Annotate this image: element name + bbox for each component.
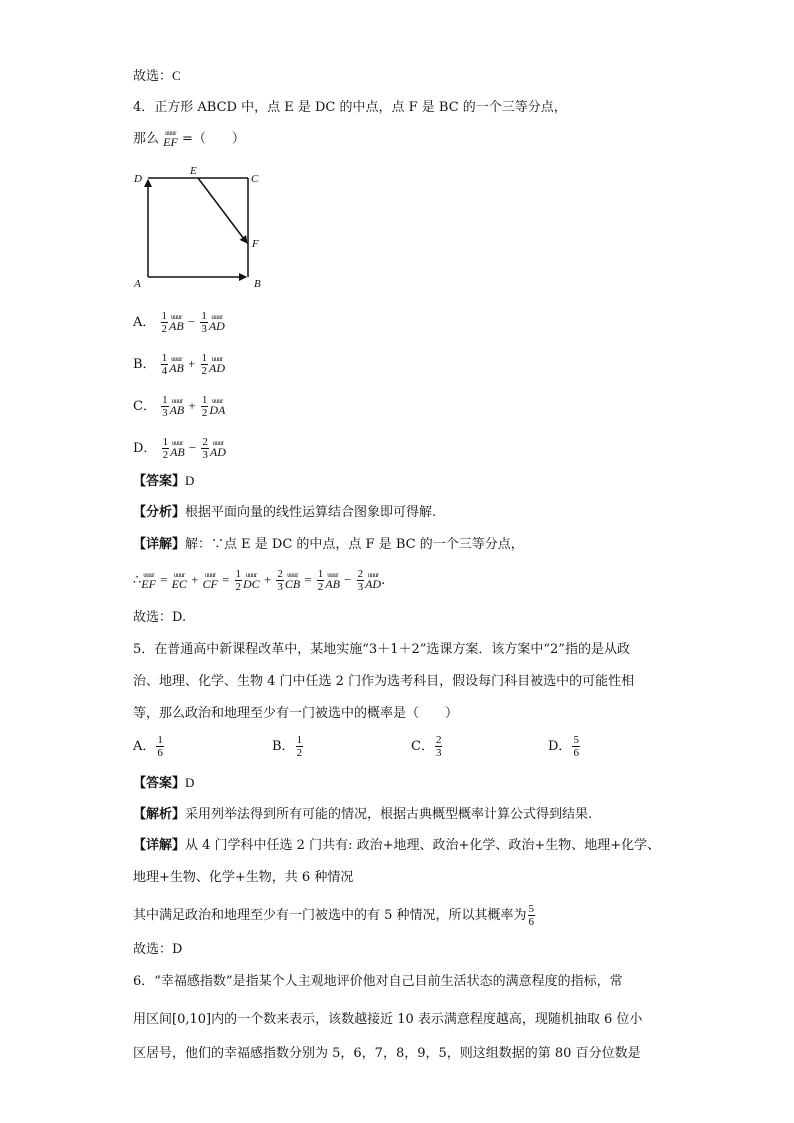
option-letter: B． bbox=[272, 739, 295, 754]
q4-square-figure bbox=[128, 162, 268, 292]
answer-value: D bbox=[185, 473, 195, 488]
fraction: $\frac{2}{3}$ bbox=[435, 734, 442, 759]
fraction: $\frac{5}{6}$ bbox=[573, 734, 579, 759]
detail-text: 从 4 门学科中任选 2 门共有: 政治+地理、政治+化学、政治+生物、地理+化学、 bbox=[185, 838, 661, 853]
therefore-symbol: ∴ bbox=[133, 573, 142, 588]
option-letter: C． bbox=[133, 399, 156, 414]
detail-tag: 【详解】 bbox=[133, 838, 186, 853]
vector-EF-arrow bbox=[198, 178, 247, 243]
operator: − bbox=[344, 572, 352, 587]
q4-equation bbox=[133, 568, 385, 593]
option-letter: D． bbox=[133, 441, 157, 456]
q4-option-a[interactable] bbox=[133, 310, 225, 335]
fraction: $\frac{1}{4}$ bbox=[161, 352, 168, 377]
conclusion-label: 故选： bbox=[133, 69, 173, 84]
q5-detail-line2: 地理+生物、化学+生物，共 6 种情况 bbox=[133, 870, 354, 885]
fraction: $\frac{1}{2}$ bbox=[162, 436, 169, 461]
stem-prefix: 那么 bbox=[133, 131, 160, 147]
vector: uuur AB bbox=[170, 438, 185, 459]
detail-text: 解：∵点 E 是 DC 的中点，点 F 是 BC 的一个三等分点， bbox=[185, 537, 524, 552]
conclusion-answer: C bbox=[172, 68, 181, 83]
q5-detail-line3 bbox=[133, 902, 536, 930]
q6-line2: 用区间[0,10]内的一个数来表示，该数越接近 10 表示满意程度越高，现随机抽取 6 位小 bbox=[133, 1012, 643, 1027]
equals: = bbox=[160, 572, 168, 587]
q4-detail bbox=[133, 537, 524, 553]
vector: uuur AB bbox=[325, 570, 340, 591]
q4-stem-line2 bbox=[133, 130, 245, 148]
fraction: $\frac{1}{2}$ bbox=[201, 394, 208, 419]
label-D: D bbox=[134, 173, 142, 185]
label-C: C bbox=[251, 173, 259, 185]
q5-option-d[interactable] bbox=[548, 734, 581, 759]
vector: uuur AB bbox=[169, 396, 185, 417]
vector: uuur EF bbox=[141, 570, 156, 591]
probability-fraction: $\frac{5}{6}$ bbox=[528, 903, 535, 928]
fraction: $\frac{1}{2}$ bbox=[235, 568, 242, 593]
q4-option-b[interactable] bbox=[133, 352, 225, 377]
operator: − bbox=[187, 314, 196, 329]
fraction: $\frac{1}{3}$ bbox=[162, 394, 168, 419]
fraction: $\frac{1}{3}$ bbox=[201, 310, 207, 335]
fraction: $\frac{1}{2}$ bbox=[161, 310, 168, 335]
q5-answer bbox=[133, 775, 194, 792]
answer-value: D bbox=[185, 775, 195, 790]
q6-line1: 6．“幸福感指数”是指某个人主观地评价他对自己目前生活状态的满意程度的指标，常 bbox=[133, 974, 623, 989]
vector: uuur DA bbox=[209, 396, 226, 417]
equals: = bbox=[304, 572, 312, 587]
label-B: B bbox=[254, 278, 261, 290]
operator: + bbox=[263, 572, 272, 587]
detail-text: 其中满足政治和地理至少有一门被选中的有 5 种情况，所以其概率为 bbox=[133, 908, 527, 923]
q4-stem-line1: 4．正方形 ABCD 中，点 E 是 DC 的中点，点 F 是 BC 的一个三等分点， bbox=[133, 100, 567, 115]
analysis-tag: 【解析】 bbox=[133, 807, 186, 822]
q4-analysis bbox=[133, 505, 436, 521]
q4-option-d[interactable] bbox=[133, 436, 226, 461]
fraction: $\frac{2}{3}$ bbox=[357, 568, 364, 593]
fraction: $\frac{1}{2}$ bbox=[296, 734, 303, 759]
answer-tag: 【答案】 bbox=[133, 776, 186, 791]
q5-option-c[interactable] bbox=[411, 734, 443, 759]
vector: uuur AD bbox=[209, 354, 225, 375]
q4-option-c[interactable] bbox=[133, 394, 225, 419]
fraction: $\frac{1}{2}$ bbox=[317, 568, 324, 593]
analysis-text: 根据平面向量的线性运算结合图象即可得解. bbox=[185, 505, 437, 520]
operator: − bbox=[188, 440, 197, 455]
fraction: $\frac{2}{3}$ bbox=[202, 436, 208, 461]
q4-conclusion: 故选：D. bbox=[133, 610, 187, 625]
analysis-tag: 【分析】 bbox=[133, 505, 186, 520]
fraction: $\frac{2}{3}$ bbox=[277, 568, 283, 593]
q6-line3: 区居号，他们的幸福感指数分别为 5，6，7，8，9，5，则这组数据的第 80 百分位数是 bbox=[133, 1046, 641, 1061]
q5-stem-line3: 等，那么政治和地理至少有一门被选中的概率是（ ） bbox=[133, 706, 459, 721]
q5-conclusion: 故选：D bbox=[133, 942, 183, 957]
fraction: $\frac{1}{2}$ bbox=[201, 352, 207, 377]
option-letter: A． bbox=[133, 739, 156, 754]
option-letter: D． bbox=[548, 739, 572, 754]
q5-option-b[interactable] bbox=[272, 734, 304, 759]
equals: = bbox=[222, 572, 230, 587]
detail-tag: 【详解】 bbox=[133, 537, 186, 552]
vector: uuur AB bbox=[169, 312, 184, 333]
q5-stem-line1: 5．在普通高中新课程改革中，某地实施“3＋1＋2”选课方案．该方案中“2”指的是从政 bbox=[133, 642, 630, 657]
vector-EF: uuur EF bbox=[163, 129, 178, 149]
option-letter: A． bbox=[133, 315, 156, 330]
stem-suffix: =（ ） bbox=[181, 131, 245, 147]
label-F: F bbox=[252, 238, 259, 250]
label-A: A bbox=[134, 278, 141, 290]
fraction: $\frac{1}{6}$ bbox=[157, 734, 163, 759]
operator: + bbox=[188, 356, 196, 371]
q5-stem-line2: 治、地理、化学、生物 4 门中任选 2 门作为选考科目，假设每门科目被选中的可能性相 bbox=[133, 674, 635, 689]
q3-conclusion bbox=[133, 68, 181, 85]
q5-analysis bbox=[133, 807, 592, 823]
vector: uuur CB bbox=[284, 570, 301, 591]
analysis-text: 采用列举法得到所有可能的情况，根据古典概型概率计算公式得到结果. bbox=[185, 807, 593, 822]
vector: uuur AB bbox=[169, 354, 184, 375]
answer-tag: 【答案】 bbox=[133, 474, 186, 489]
option-letter: C． bbox=[411, 739, 434, 754]
q5-detail-line1 bbox=[133, 838, 660, 854]
vector: uuur AD bbox=[208, 312, 225, 333]
label-E: E bbox=[190, 165, 197, 177]
operator: + bbox=[188, 398, 196, 413]
option-letter: B． bbox=[133, 357, 156, 372]
vector: uuur DC bbox=[243, 570, 260, 591]
vector: uuur AD bbox=[365, 570, 382, 591]
q4-answer bbox=[133, 473, 194, 490]
vector: uuur CF bbox=[202, 570, 218, 591]
operator: + bbox=[191, 572, 199, 587]
vector: uuur AD bbox=[209, 438, 226, 459]
q5-option-a[interactable] bbox=[133, 734, 165, 759]
vector: uuur EC bbox=[171, 570, 187, 591]
period: . bbox=[381, 573, 386, 588]
